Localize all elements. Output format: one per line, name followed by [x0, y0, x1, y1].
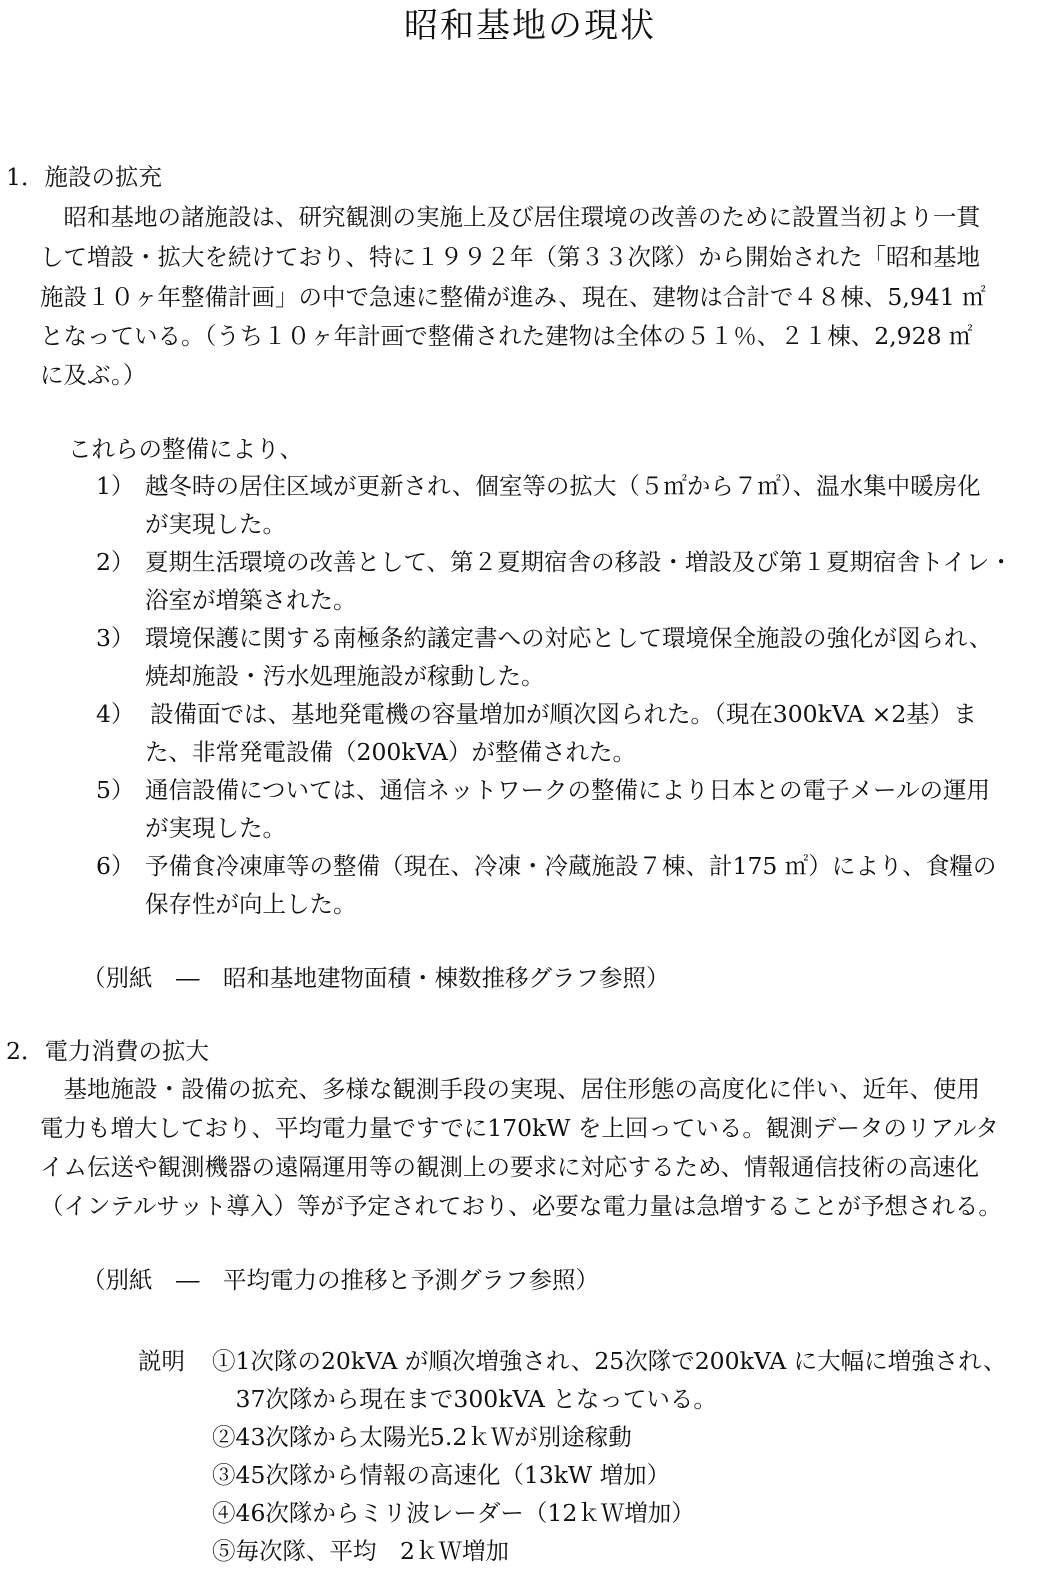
list-item-text: 環境保護に関する南極条約議定書への対応として環境保全施設の強化が図られ、 — [145, 624, 993, 652]
list-item-number: 3） — [96, 624, 135, 652]
section-1-paragraph-line-5: に及ぶ。） — [40, 361, 147, 389]
section-1-intro: これらの整備により、 — [68, 435, 303, 463]
list-item-number: 2） — [96, 548, 135, 576]
list-item-number: 5） — [96, 776, 135, 804]
section-2-heading: 2．電力消費の拡大 — [6, 1037, 209, 1065]
explanation-label: 説明 — [138, 1347, 185, 1375]
list-item-text: 焼却施設・汚水処理施設が稼動した。 — [145, 662, 545, 690]
section-1-paragraph-line-4: となっている。（うち１０ヶ年計画で整備された建物は全体の５１％、２１棟、2,928 ㎡ — [40, 322, 973, 350]
list-item-number: 6） — [96, 852, 135, 880]
list-item-text: 越冬時の居住区域が更新され、個室等の拡大（５㎡から７㎡）、温水集中暖房化 — [145, 472, 981, 500]
section-2-reference: （別紙 ― 平均電力の推移と予測グラフ参照） — [82, 1266, 599, 1294]
section-2-paragraph-line-1: 基地施設・設備の拡充、多様な観測手段の実現、居住形態の高度化に伴い、近年、使用 — [40, 1075, 980, 1103]
section-2-paragraph-line-3: イム伝送や観測機器の遠隔運用等の観測上の要求に対応するため、情報通信技術の高速化 — [40, 1153, 980, 1181]
section-1-paragraph-line-3: 施設１０ヶ年整備計画」の中で急速に整備が進み、現在、建物は合計で４８棟、5,941 ㎡ — [40, 283, 986, 311]
list-item-text: 設備面では、基地発電機の容量増加が順次図られた。（現在300kVA ×2基）ま — [150, 700, 977, 728]
page-title: 昭和基地の現状 — [404, 6, 656, 46]
list-item-text: 夏期生活環境の改善として、第２夏期宿舎の移設・増設及び第１夏期宿舎トイレ・ — [145, 548, 1013, 576]
list-item-text: 通信設備については、通信ネットワークの整備により日本との電子メールの運用 — [145, 776, 991, 804]
explanation-item: 37次隊から現在まで300kVA となっている。 — [212, 1385, 717, 1413]
explanation-item: ②43次隊から太陽光5.2ｋＷが別途稼動 — [212, 1423, 632, 1451]
explanation-item: ③45次隊から情報の高速化（13kW 増加） — [212, 1461, 671, 1489]
section-1-paragraph-line-1: 昭和基地の諸施設は、研究観測の実施上及び居住環境の改善のために設置当初より一貫 — [40, 203, 980, 231]
list-item-number: 1） — [96, 472, 135, 500]
section-2-paragraph-line-4: （インテルサット導入）等が予定されており、必要な電力量は急増することが予想される。 — [40, 1192, 1002, 1220]
section-2-paragraph-line-2: 電力も増大しており、平均電力量ですでに170kW を上回っている。観測データのリアルタ — [40, 1114, 1000, 1142]
list-item-number: 4） — [96, 700, 135, 728]
list-item-text: 浴室が増築された。 — [145, 586, 357, 614]
section-1-reference: （別紙 ― 昭和基地建物面積・棟数推移グラフ参照） — [82, 964, 670, 992]
explanation-item: ①1次隊の20kVA が順次増強され、25次隊で200kVA に大幅に増強され、 — [212, 1347, 1007, 1375]
list-item-text: 保存性が向上した。 — [145, 890, 357, 918]
section-1-heading: 1．施設の拡充 — [6, 163, 162, 191]
explanation-item: ⑤毎次隊、平均 2ｋＷ増加 — [212, 1537, 509, 1565]
list-item-text: た、非常発電設備（200kVA）が整備された。 — [145, 738, 636, 766]
list-item-text: が実現した。 — [145, 510, 286, 538]
list-item-text: が実現した。 — [145, 814, 286, 842]
explanation-item: ④46次隊からミリ波レーダー（12ｋＷ増加） — [212, 1499, 695, 1527]
list-item-text: 予備食冷凍庫等の整備（現在、冷凍・冷蔵施設７棟、計175 ㎡）により、食糧の — [145, 852, 997, 880]
section-1-paragraph-line-2: して増設・拡大を続けており、特に１９９２年（第３３次隊）から開始された「昭和基地 — [40, 243, 980, 271]
